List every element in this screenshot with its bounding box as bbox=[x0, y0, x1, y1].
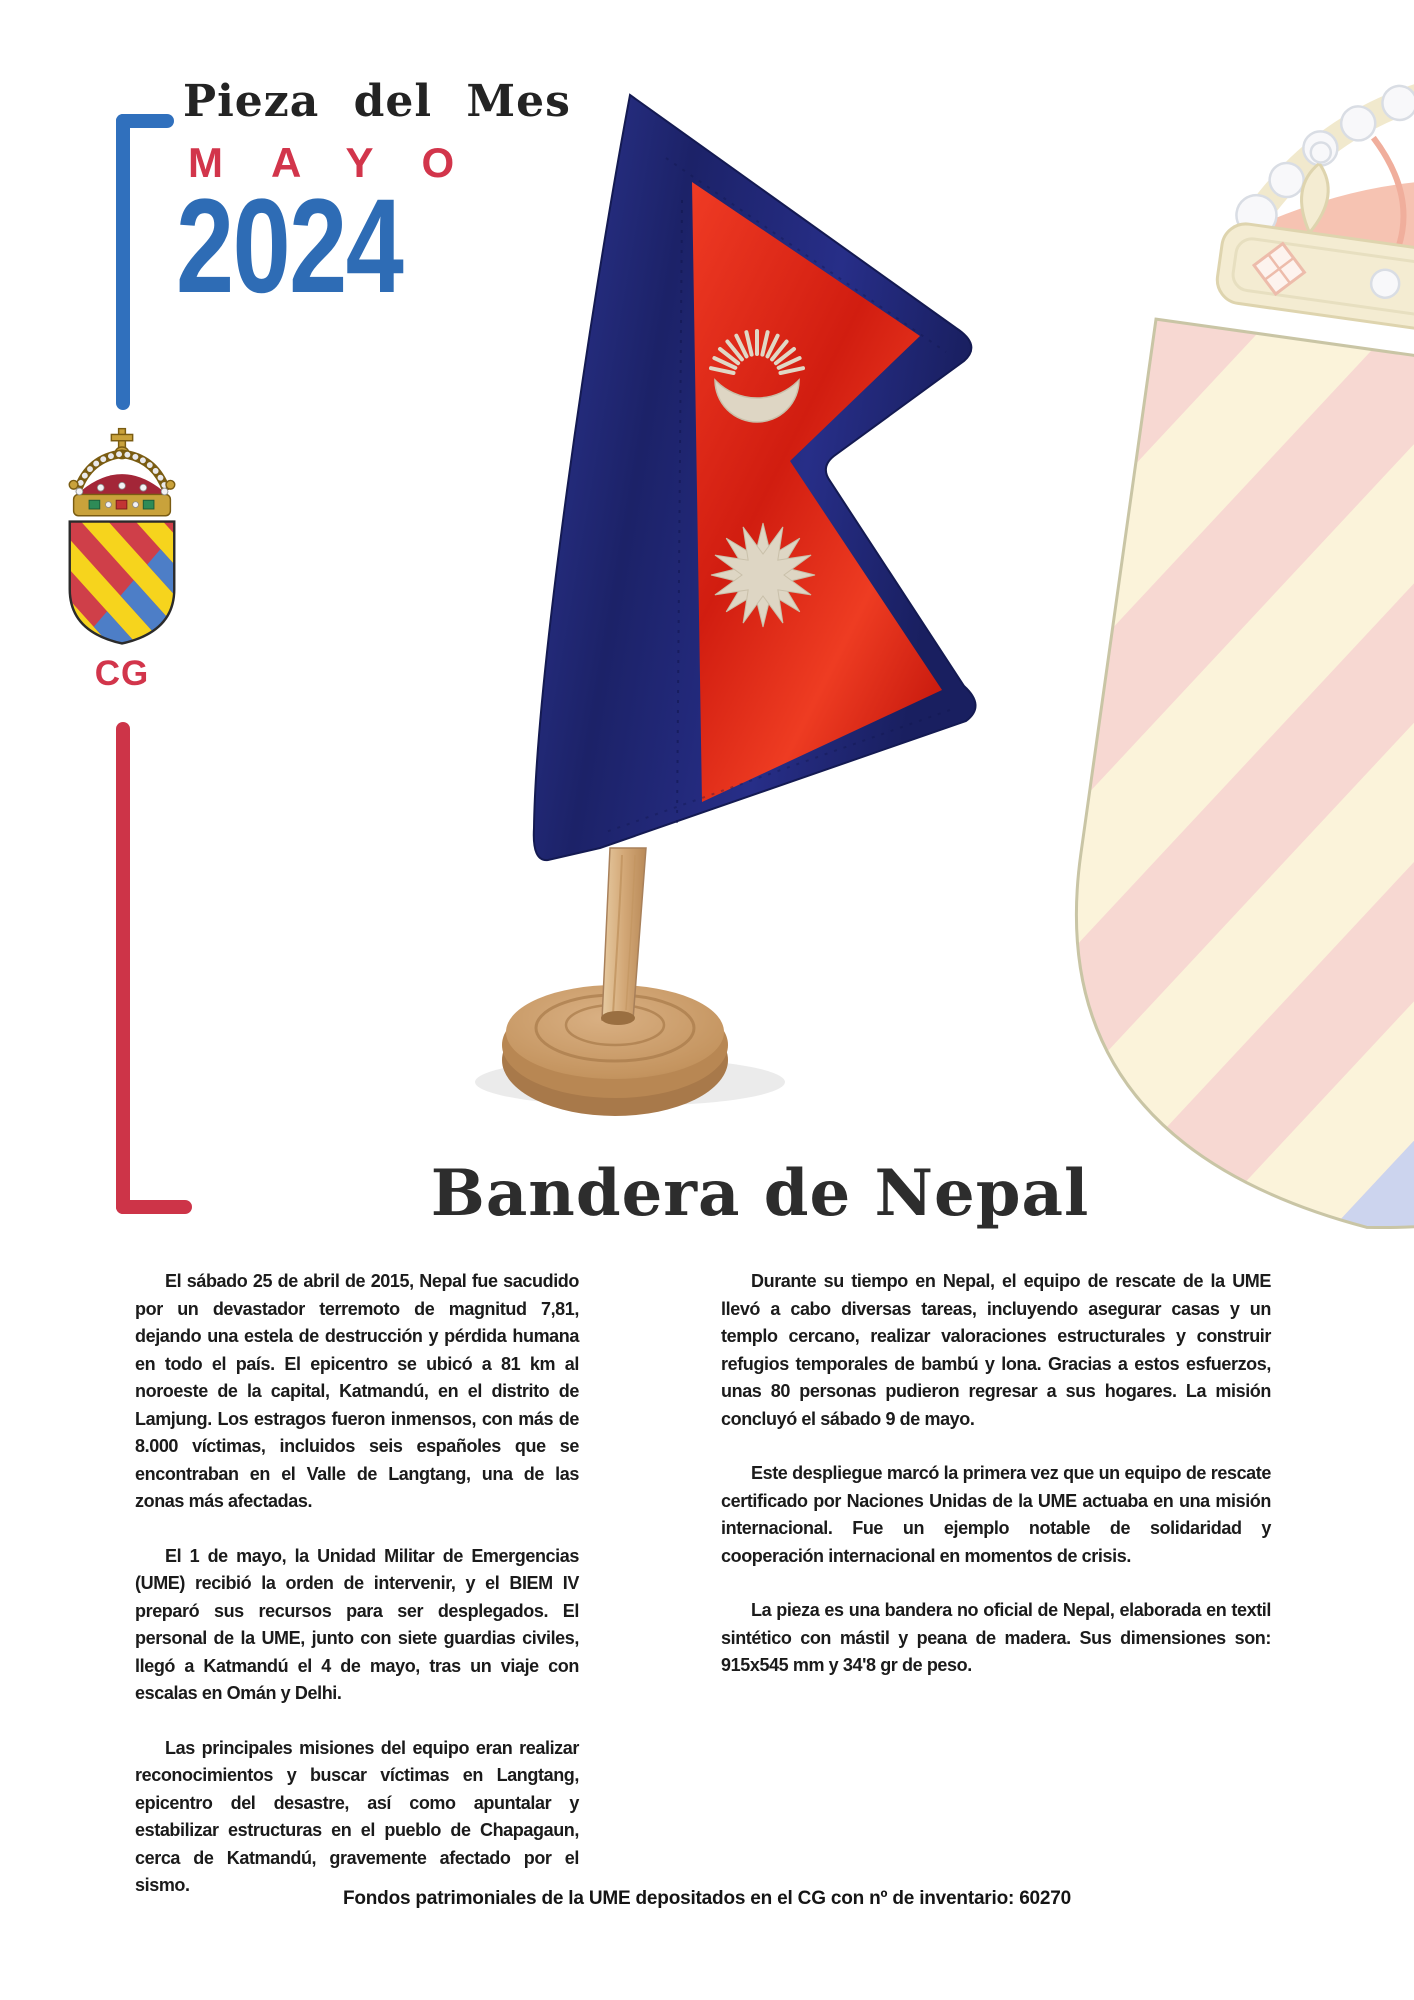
paragraph: El 1 de mayo, la Unidad Militar de Emergencias (UME) recibió la orden de intervenir, y el BIEM IV preparó sus recursos para ser desplegados. El personal de la UME, junto con siete guardias civiles, llegó a Katmandú el 4 de mayo, tras un viaje con escalas en Omán y Delhi. bbox=[135, 1545, 579, 1703]
article-column-left bbox=[135, 1268, 579, 1900]
blue-bracket-vertical bbox=[116, 114, 130, 410]
cg-crown-icon bbox=[69, 429, 174, 516]
flag-fabric bbox=[534, 95, 976, 860]
year-label: 2024 bbox=[176, 172, 403, 321]
red-bracket-foot bbox=[116, 1200, 192, 1214]
paragraph: La pieza es una bandera no oficial de Nepal, elaborada en textil sintético con mástil y peana de madera. Sus dimensiones son: 915x545 mm y 34'8 gr de peso. bbox=[721, 1600, 1271, 1675]
watermark-crown-icon bbox=[1214, 40, 1414, 378]
paragraph: El sábado 25 de abril de 2015, Nepal fue sacudido por un devastador terremoto de magnitud 7,81, dejando una estela de destrucción y pérdida humana en todo el país. El epicentro se ubicó a 81 km al noroeste de la capital, Katmandú, en el distrito de Lamjung. Los estragos fueron inmensos, con más de 8.000 víctimas, incluidos seis españoles que se encontraban en el Valle de Langtang, una de las zonas más afectadas. bbox=[135, 1271, 579, 1511]
article-body bbox=[135, 1268, 1271, 1900]
paragraph: Las principales misiones del equipo eran realizar reconocimientos y buscar víctimas en Langtang, epicentro del desastre, así como apuntalar y estabilizar estructuras en el pueblo de Chapagaun, cerca de Katmandú, gravemente afectado por el sismo. bbox=[135, 1737, 579, 1895]
piece-title: Bandera de Nepal bbox=[430, 1156, 1090, 1231]
inventory-footer: Fondos patrimoniales de la UME depositados en el CG con nº de inventario: 60270 bbox=[342, 1888, 1072, 1909]
paragraph: Durante su tiempo en Nepal, el equipo de rescate de la UME llevó a cabo diversas tareas, incluyendo asegurar casas y un templo cercano, realizar valoraciones estructurales y construir refugios temporales de bambú y lona. Gracias a estos esfuerzos, unas 80 personas pudieron regresar a sus hogares. La misión concluyó el sábado 9 de mayo. bbox=[721, 1271, 1271, 1429]
red-bracket-vertical bbox=[116, 722, 130, 1214]
month-label: MAYO bbox=[188, 139, 503, 186]
article-column-right bbox=[721, 1268, 1271, 1900]
cg-caption: CG bbox=[94, 654, 150, 693]
kicker-pieza-del-mes: Pieza del Mes bbox=[183, 76, 571, 127]
paragraph: Este despliegue marcó la primera vez que un equipo de rescate certificado por Naciones Unidas de la UME actuaba en una misión internacional. Fue un ejemplo notable de solidaridad y cooperación internacional en momentos de crisis. bbox=[721, 1463, 1271, 1566]
nepal-flag-photo bbox=[430, 60, 990, 1140]
cg-coat-of-arms-icon bbox=[62, 424, 182, 652]
